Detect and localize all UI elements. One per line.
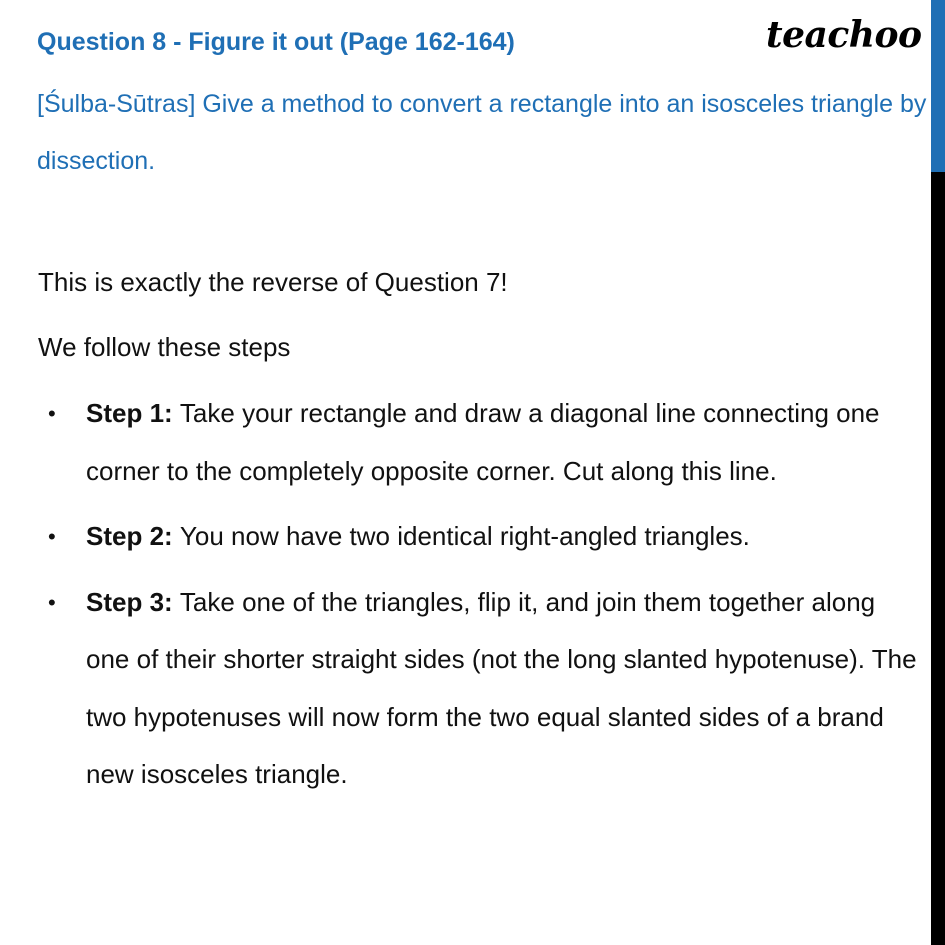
answer-intro: This is exactly the reverse of Question 7! (38, 267, 508, 297)
step-text: You now have two identical right-angled triangles. (179, 521, 750, 551)
bullet-icon: • (48, 524, 56, 549)
question-text: [Śulba-Sūtras] Give a method to convert a rectangle into an isosceles triangle by dissection. (37, 90, 927, 175)
step-text: Take your rectangle and draw a diagonal line connecting one corner to the completely opposite corner. Cut along this line. (86, 398, 880, 486)
answer-lead: We follow these steps (38, 332, 291, 362)
question-title: Question 8 - Figure it out (Page 162-164) (37, 28, 515, 56)
bullet-icon: • (48, 401, 56, 426)
step-label: Step 3: (86, 586, 180, 617)
side-bar-accent (931, 0, 945, 172)
step-label: Step 1: (86, 398, 180, 428)
step-text: Take one of the triangles, flip it, and join them together along one of their shorter straight sides (not the long slanted hypotenuse). The two hypotenuses will now form the two equal slanted sides of a brand new isosceles triangle. (86, 586, 917, 789)
step-item-2 (0, 508, 931, 566)
bullet-icon: • (48, 589, 56, 615)
step-item-3 (0, 574, 931, 804)
step-label: Step 2: (86, 521, 180, 551)
step-item-1 (0, 385, 931, 500)
steps-list (0, 385, 931, 812)
teachoo-logo: teachoo (766, 14, 922, 56)
